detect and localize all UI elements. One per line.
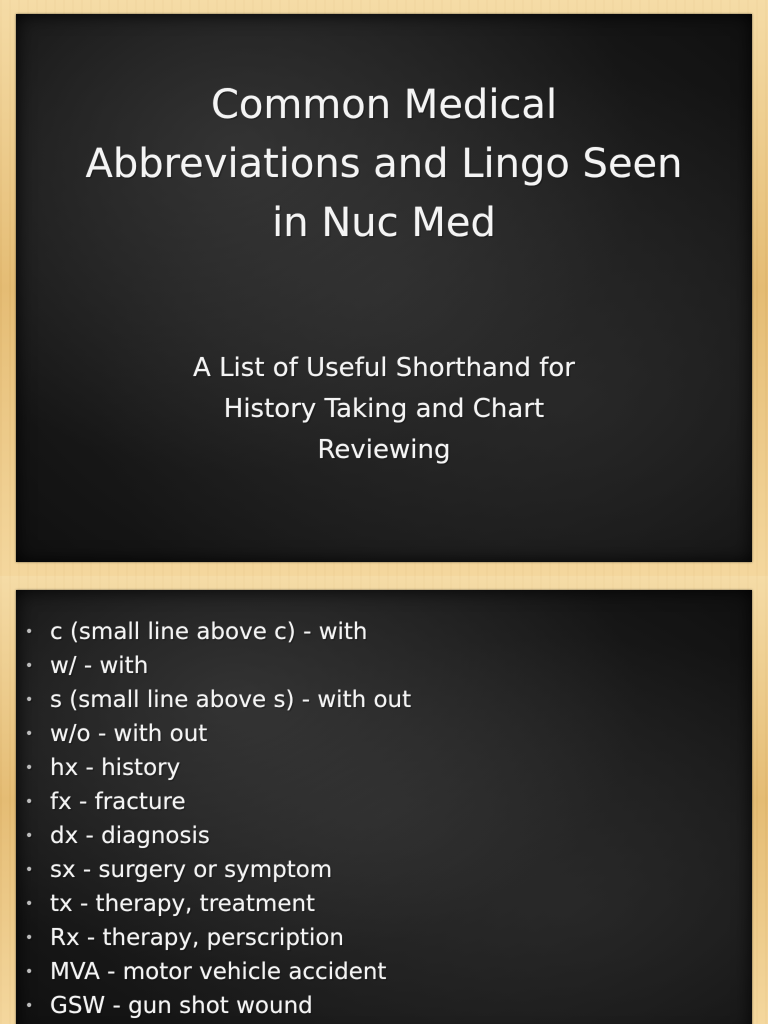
- abbreviations-slide: [0, 576, 768, 1024]
- bullet-icon: •: [25, 998, 34, 1014]
- list-item-text: tx - therapy, treatment: [50, 891, 316, 917]
- title-line: Common Medical: [210, 82, 558, 128]
- list-item-text: w/ - with: [50, 653, 149, 679]
- list-item: [16, 887, 411, 921]
- list-item: [16, 955, 411, 989]
- list-item-text: w/o - with out: [50, 721, 208, 747]
- list-item: [16, 717, 411, 751]
- bullet-icon: •: [25, 624, 34, 640]
- list-item: [16, 853, 411, 887]
- subtitle-line: History Taking and Chart: [223, 394, 545, 424]
- bullet-icon: •: [25, 658, 34, 674]
- bullet-icon: •: [25, 828, 34, 844]
- title-line: Abbreviations and Lingo Seen: [85, 141, 683, 187]
- bullet-icon: •: [25, 794, 34, 810]
- list-item-text: c (small line above c) - with: [50, 619, 368, 645]
- list-item-text: MVA - motor vehicle accident: [50, 959, 387, 985]
- list-item: [16, 683, 411, 717]
- subtitle-line: A List of Useful Shorthand for: [193, 353, 575, 383]
- list-item: [16, 785, 411, 819]
- list-item-text: s (small line above s) - with out: [50, 687, 412, 713]
- list-item-text: hx - history: [50, 755, 181, 781]
- list-item-text: fx - fracture: [50, 789, 186, 815]
- bullet-icon: •: [25, 896, 34, 912]
- bullet-icon: •: [25, 692, 34, 708]
- list-item: [16, 649, 411, 683]
- subtitle-line: Reviewing: [317, 435, 451, 465]
- list-item: [16, 819, 411, 853]
- list-item-text: Rx - therapy, perscription: [50, 925, 344, 951]
- chalkboard: [16, 590, 752, 1024]
- list-item-text: GSW - gun shot wound: [50, 993, 313, 1019]
- title-line: in Nuc Med: [272, 200, 496, 246]
- list-item-text: dx - diagnosis: [50, 823, 210, 849]
- list-item: [16, 989, 411, 1023]
- list-item-text: sx - surgery or symptom: [50, 857, 333, 883]
- list-item: [16, 615, 411, 649]
- bullet-icon: •: [25, 726, 34, 742]
- slide-subtitle: [16, 348, 752, 471]
- abbreviation-list: [16, 615, 411, 1023]
- bullet-icon: •: [25, 862, 34, 878]
- bullet-icon: •: [25, 930, 34, 946]
- list-item: [16, 751, 411, 785]
- bullet-icon: •: [25, 964, 34, 980]
- slide-title: [16, 76, 752, 253]
- bullet-icon: •: [25, 760, 34, 776]
- chalkboard: [16, 14, 752, 562]
- list-item: [16, 921, 411, 955]
